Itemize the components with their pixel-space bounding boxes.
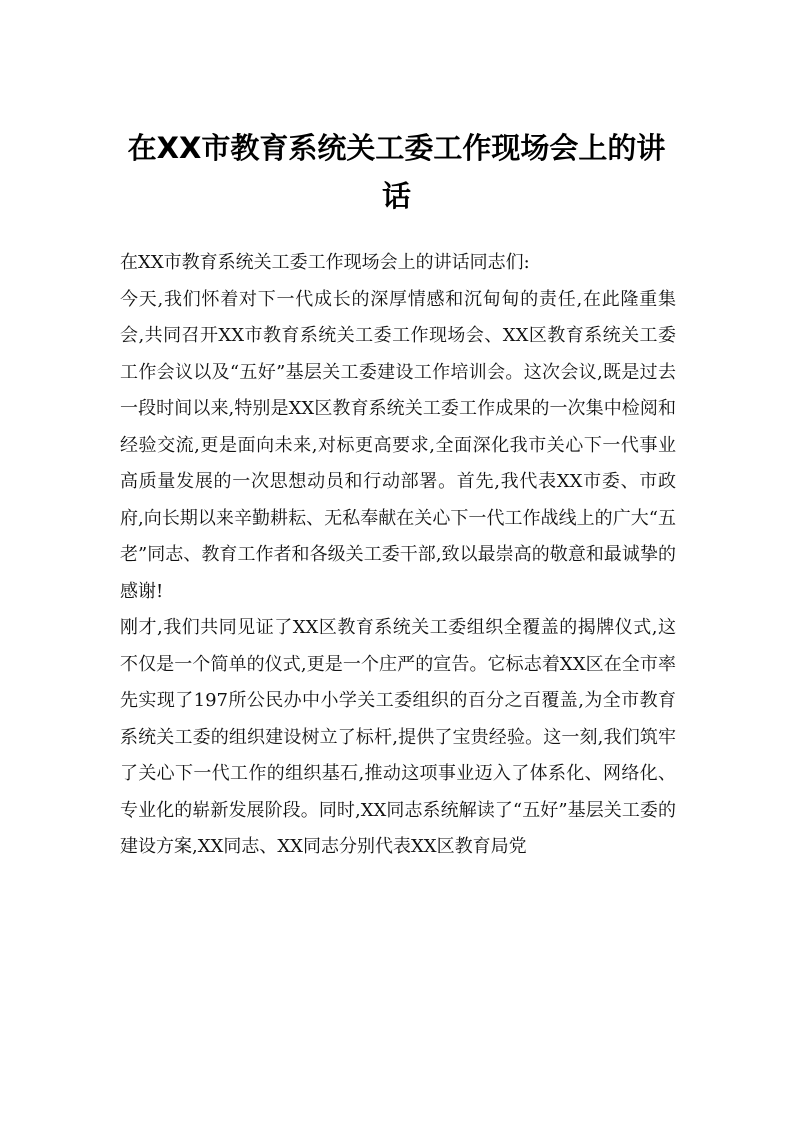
body-paragraph: 刚才,我们共同见证了XX区教育系统关工委组织全覆盖的揭牌仪式,这不仅是一个简单的仪式,更是一个庄严的宣告。它标志着XX区在全市率先实现了197所公民办中小学关工委组织的百分之百覆盖,为全市教育系统关工委的组织建设树立了标杆,提供了宝贵经验。这一刻,我们筑牢了关心下一代工作的组织基石,推动这项事业迈入了体系化、网络化、专业化的崭新发展阶段。同时,XX同志系统解读了“五好”基层关工委的建设方案,XX同志、XX同志分别代表XX区教育局党 (120, 617, 676, 857)
document-title: 在XX市教育系统关工委工作现场会上的讲话 (127, 131, 666, 213)
document-body (120, 245, 676, 866)
body-paragraph: 今天,我们怀着对下一代成长的深厚情感和沉甸甸的责任,在此隆重集会,共同召开XX市教育系统关工委工作现场会、XX区教育系统关工委工作会议以及“五好”基层关工委建设工作培训会。这次会议,既是过去一段时间以来,特别是XX区教育系统关工委工作成果的一次集中检阅和经验交流,更是面向未来,对标更高要求,全面深化我市关心下一代事业高质量发展的一次思想动员和行动部署。首先,我代表XX市委、市政府,向长期以来辛勤耕耘、无私奉献在关心下一代工作战线上的广大“五老”同志、教育工作者和各级关工委干部,致以最崇高的敬意和最诚挚的感谢! (120, 288, 676, 602)
salutation-paragraph: 在XX市教育系统关工委工作现场会上的讲话同志们: (120, 252, 530, 273)
